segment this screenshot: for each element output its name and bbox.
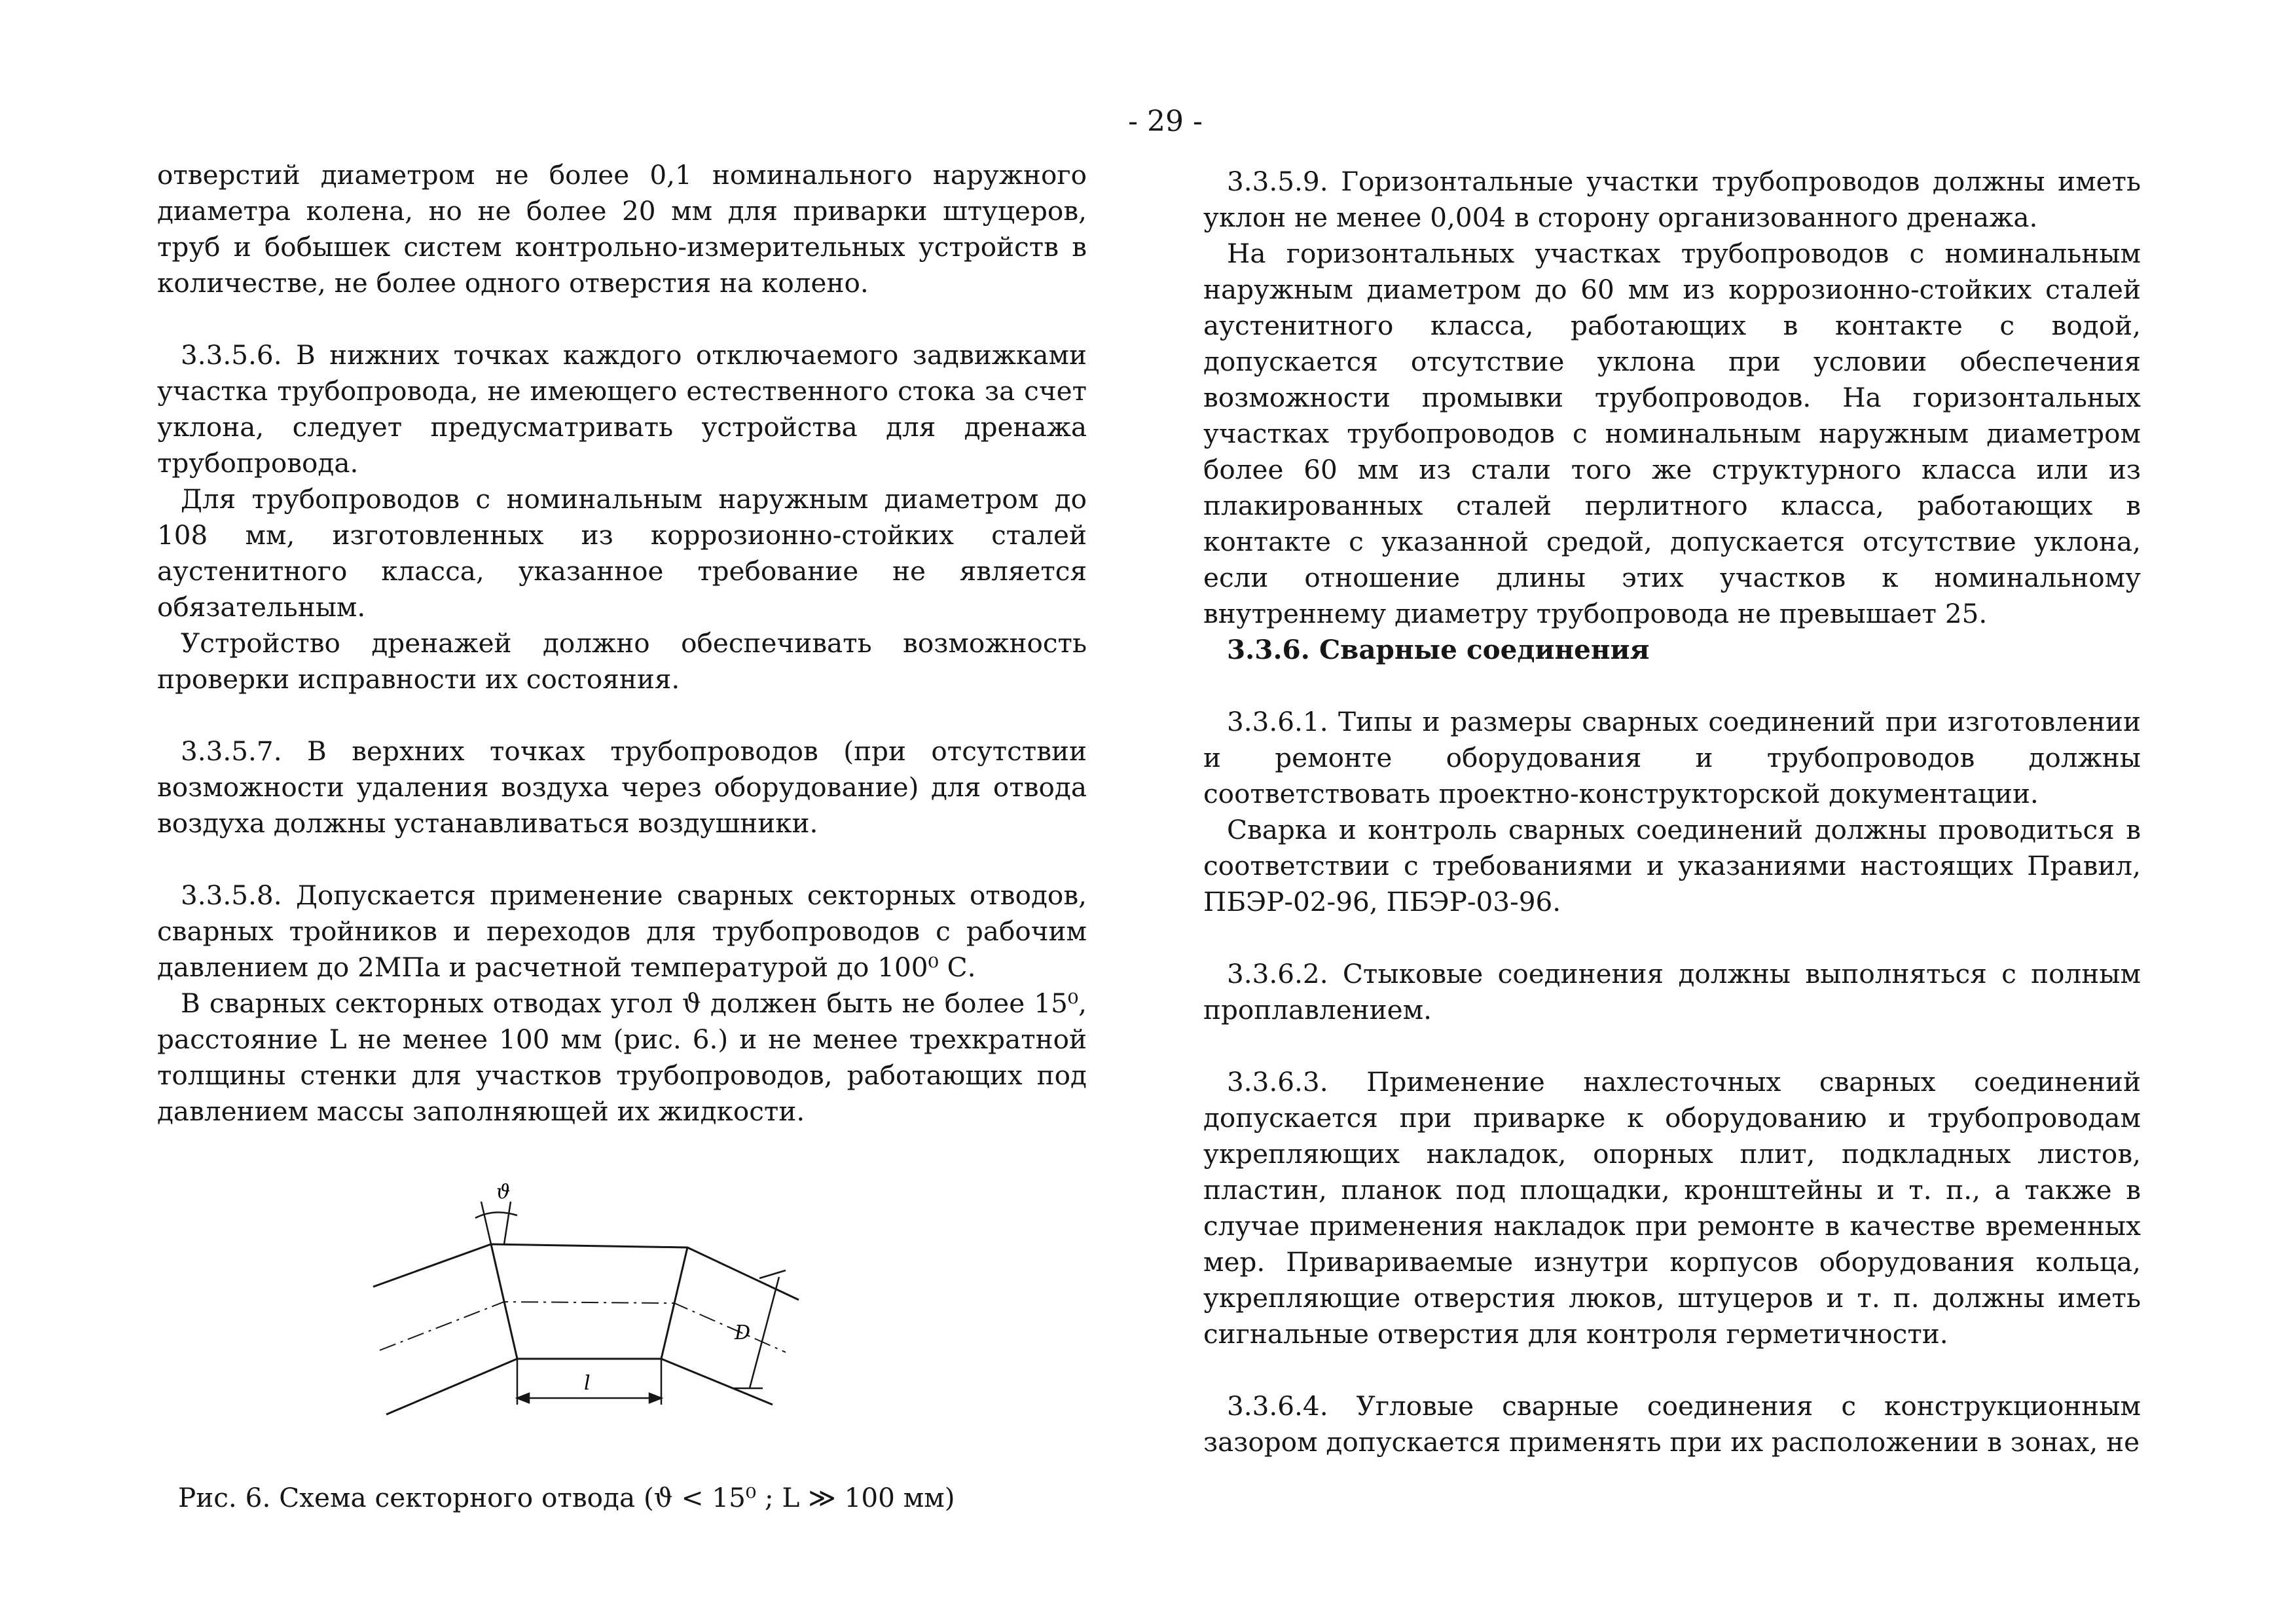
sector-bend-diagram: [354, 1172, 825, 1434]
bend-axis-line: [380, 1302, 786, 1352]
paragraph-3-3-5-8-b: В сварных секторных отводах угол ϑ должен быть не более 15⁰, расстояние L не менее 100 мм (рис. 6.) и не менее трехкратной толщины стенки для участков трубопроводов, работающих под давлением массы заполняющей их жидкости.: [157, 987, 1087, 1127]
paragraph-3-3-5-9-b: На горизонтальных участках трубопроводов с номинальным наружным диаметром до 60 мм из коррозионно-стойких сталей аустенитного класса, работающих в контакте с водой, допускается отсутствие уклона при условии обеспечения возможности промывки трубопроводов. На горизонтальных участках трубопроводов с номинальным наружным диаметром более 60 мм из стали того же структурного класса или из плакированных сталей перлитного класса, работающих в контакте с указанной средой, допускается отсутствие уклона, если отношение длины этих участков к номинальному внутреннему диаметру трубопровода не превышает 25.: [1203, 238, 2141, 629]
diameter-label: D: [735, 1321, 751, 1344]
paragraph-continuation: отверстий диаметром не более 0,1 номинального наружного диаметра колена, но не более 20 мм для приварки штуцеров, труб и бобышек систем контрольно-измерительных устройств в количестве, не более одного отверстия на колено.: [157, 159, 1087, 299]
section-heading-3-3-6: 3.3.6. Сварные соединения: [1227, 634, 1650, 665]
theta-angle-marker: [475, 1202, 517, 1244]
length-label: l: [584, 1372, 591, 1395]
paragraph-3-3-6-1-b: Сварка и контроль сварных соединений должны проводиться в соответствии с требованиями и указаниями настоящих Правил, ПБЭР-02-96, ПБЭР-03-96.: [1203, 814, 2141, 917]
paragraph-3-3-6-4: 3.3.6.4. Угловые сварные соединения с конструкционным зазором допускается применять при их расположении в зонах, не: [1203, 1390, 2141, 1458]
paragraph-3-3-6-2: 3.3.6.2. Стыковые соединения должны выполняться с полным проплавлением.: [1203, 958, 2141, 1025]
paragraph-3-3-5-6-b: Для трубопроводов с номинальным наружным диаметром до 108 мм, изготовленных из коррозионно-стойких сталей аустенитного класса, указанное требование не является обязательным.: [157, 483, 1087, 623]
paragraph-3-3-5-7: 3.3.5.7. В верхних точках трубопроводов (при отсутствии возможности удаления воздуха через оборудование) для отвода воздуха должны устанавливаться воздушники.: [157, 735, 1087, 839]
paragraph-3-3-6-1: 3.3.6.1. Типы и размеры сварных соединений при изготовлении и ремонте оборудования и трубопроводов должны соответствовать проектно-конструкторской документации.: [1203, 706, 2141, 809]
left-column: [157, 157, 1087, 1130]
bend-inner-contour: [386, 1359, 773, 1414]
page-number: - 29 -: [1128, 105, 1203, 138]
right-column: [1203, 164, 2141, 1460]
figure-caption: Рис. 6. Схема секторного отвода (ϑ < 15⁰ ; L ≫ 100 мм): [178, 1482, 955, 1513]
bend-outer-contour: [373, 1244, 799, 1300]
theta-label: ϑ: [496, 1181, 511, 1204]
paragraph-3-3-5-8: 3.3.5.8. Допускается применение сварных секторных отводов, сварных тройников и переходов для трубопроводов с рабочим давлением до 2МПа и расчетной температурой до 100⁰ С.: [157, 879, 1087, 983]
paragraph-3-3-5-6: 3.3.5.6. В нижних точках каждого отключаемого задвижками участка трубопровода, не имеющего естественного стока за счет уклона, следует предусматривать устройства для дренажа трубопровода.: [157, 339, 1087, 479]
paragraph-3-3-5-9: 3.3.5.9. Горизонтальные участки трубопроводов должны иметь уклон не менее 0,004 в сторону организованного дренажа.: [1203, 166, 2141, 233]
paragraph-3-3-5-6-c: Устройство дренажей должно обеспечивать возможность проверки исправности их состояния.: [157, 627, 1087, 695]
paragraph-3-3-6-3: 3.3.6.3. Применение нахлесточных сварных соединений допускается при приварке к оборудованию и трубопроводам укрепляющих накладок, опорных плит, подкладных листов, пластин, планок под площадки, кронштейны и т. п., а также в случае применения накладок при ремонте в качестве временных мер. Привариваемые изнутри корпусов оборудования кольца, укрепляющие отверстия люков, штуцеров и т. п. должны иметь сигнальные отверстия для контроля герметичности.: [1203, 1066, 2141, 1350]
